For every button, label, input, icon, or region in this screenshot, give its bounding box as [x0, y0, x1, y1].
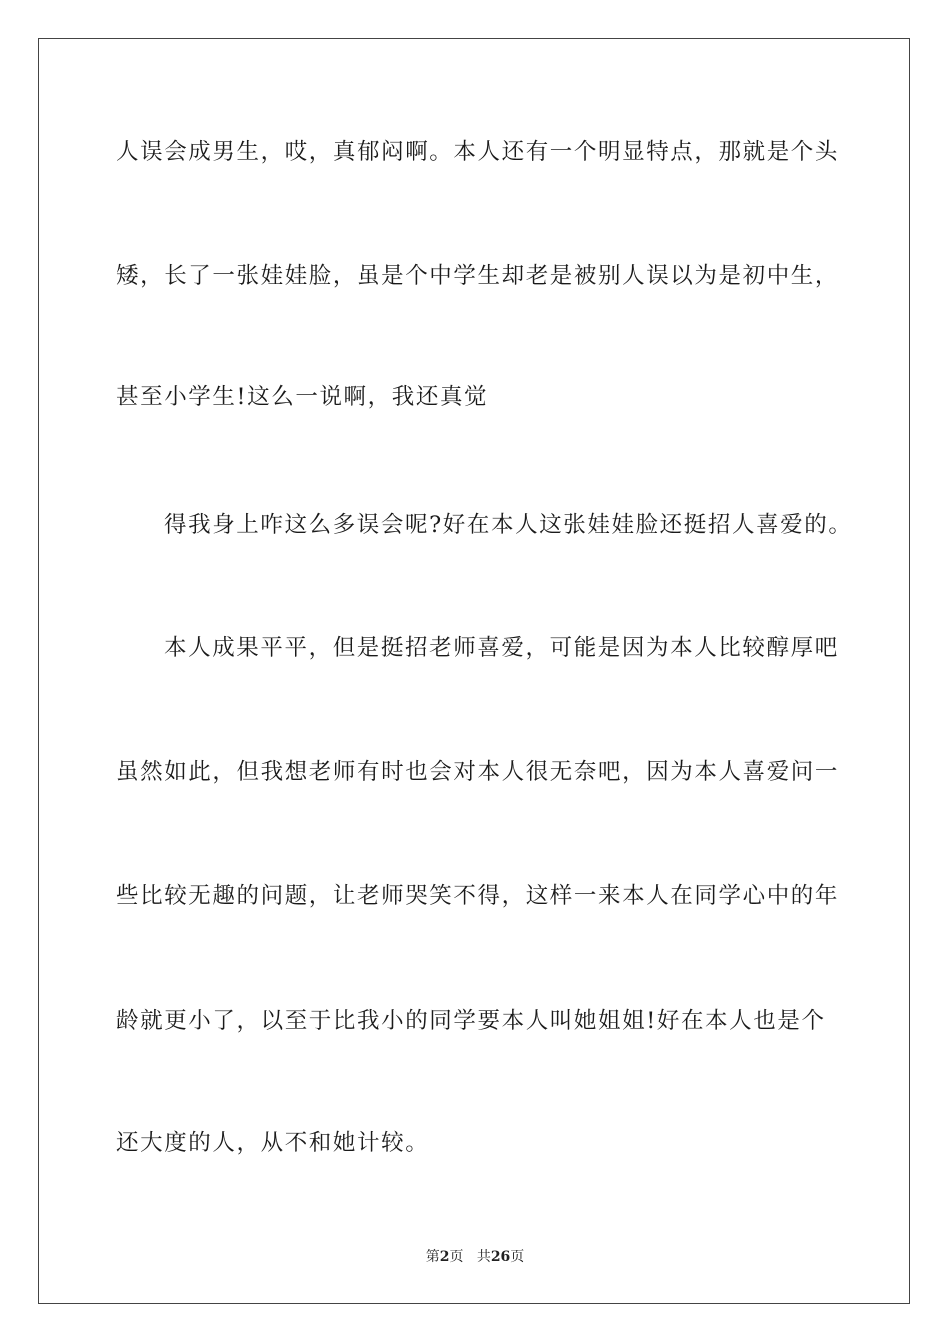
text-line-8: 龄就更小了，以至于比我小的同学要本人叫她姐姐!好在本人也是个: [116, 1008, 826, 1034]
text-line-9: 还大度的人，从不和她计较。: [116, 1130, 430, 1156]
text-line-5: 本人成果平平，但是挺招老师喜爱，可能是因为本人比较醇厚吧: [164, 635, 839, 661]
text-line-6: 虽然如此，但我想老师有时也会对本人很无奈吧，因为本人喜爱问一: [116, 759, 840, 785]
text-line-7: 些比较无趣的问题，让老师哭笑不得，这样一来本人在同学心中的年: [116, 883, 840, 909]
footer-total-suffix: 页: [510, 1249, 525, 1265]
footer-page-prefix: 第: [425, 1249, 440, 1265]
footer-page-number: 2: [439, 1249, 450, 1265]
text-line-1: 人误会成男生，哎，真郁闷啊。本人还有一个明显特点，那就是个头: [116, 139, 840, 165]
text-line-3: 甚至小学生!这么一说啊，我还真觉: [116, 384, 489, 410]
footer-total-prefix: 共: [476, 1249, 491, 1265]
text-line-2: 矮，长了一张娃娃脸，虽是个中学生却老是被别人误以为是初中生，: [116, 263, 840, 289]
page-footer: [0, 1246, 950, 1266]
footer-total-pages: 26: [490, 1249, 511, 1265]
text-line-4: 得我身上咋这么多误会呢?好在本人这张娃娃脸还挺招人喜爱的。: [164, 512, 853, 538]
page-border: [38, 38, 910, 1304]
footer-page-suffix: 页: [449, 1249, 464, 1265]
